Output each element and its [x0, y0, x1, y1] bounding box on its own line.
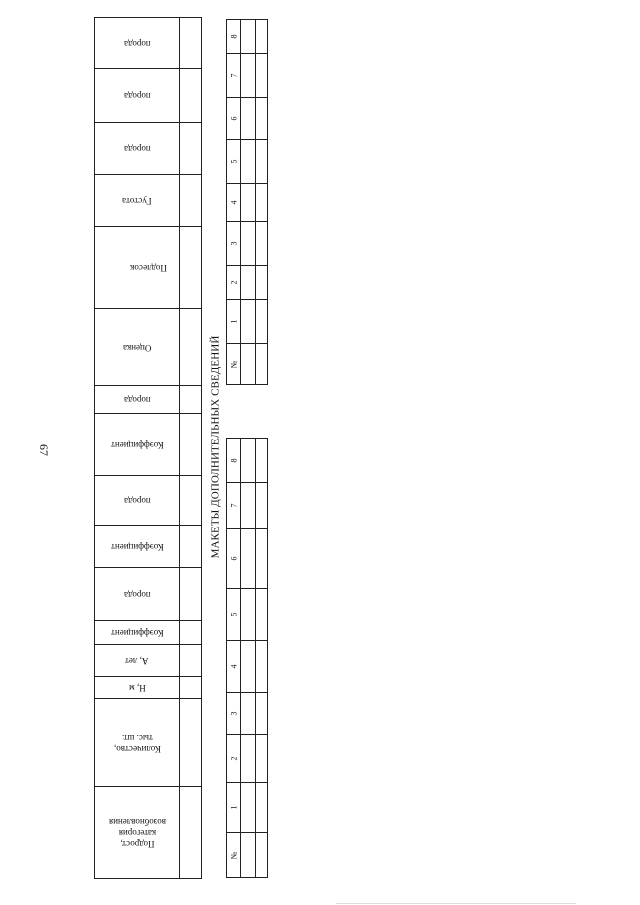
column-number: 7 [227, 54, 241, 97]
table-row-koefficient-1 [95, 414, 201, 476]
header-cell: Оценка [122, 342, 152, 353]
table-row-poroda-6 [95, 568, 201, 621]
small-form-table-bottom [226, 438, 268, 878]
table-row-age [95, 645, 201, 677]
table-column [227, 589, 267, 641]
table-column [227, 20, 267, 54]
small-form-table-top [226, 19, 268, 385]
table-row-gustota [95, 175, 201, 227]
header-cell: Подрост, категория возобновления [108, 817, 166, 849]
column-number: 8 [227, 20, 241, 53]
header-cell: Коэффициент [110, 542, 164, 552]
table-row-koefficient-2 [95, 526, 201, 568]
page-number: 67 [37, 444, 51, 456]
table-column [227, 300, 267, 344]
header-cell: порода [123, 395, 151, 405]
table-row-poroda-3 [95, 123, 201, 175]
header-cell: А, лет [125, 656, 149, 666]
table-column [227, 529, 267, 589]
header-cell: порода [123, 91, 151, 101]
header-cell: Подлесок [129, 263, 167, 273]
column-number: 1 [227, 783, 241, 832]
table-row-podlesok [95, 227, 201, 309]
table-row-poroda-5 [95, 476, 201, 526]
column-number: № [227, 344, 241, 384]
header-cell: порода [123, 589, 151, 600]
column-number: 5 [227, 589, 241, 640]
table-column [227, 641, 267, 693]
column-number: 1 [227, 300, 241, 343]
table-column [227, 140, 267, 184]
header-cell: порода [123, 38, 151, 49]
table-row-podrost [95, 787, 201, 878]
header-cell: Н, м [128, 683, 146, 693]
column-number: 8 [227, 439, 241, 482]
header-cell: порода [123, 144, 151, 154]
table-row-poroda-2 [95, 69, 201, 123]
table-column [227, 735, 267, 783]
column-number: 5 [227, 140, 241, 183]
table-column [227, 222, 267, 266]
column-number: 3 [227, 693, 241, 734]
column-number: 2 [227, 735, 241, 782]
column-number: 4 [227, 641, 241, 692]
header-cell: Количество, тыс. шт. [113, 732, 161, 754]
column-number: 6 [227, 529, 241, 588]
header-cell: порода [123, 496, 151, 506]
table-column [227, 184, 267, 222]
table-column [227, 783, 267, 833]
table-column [227, 833, 267, 877]
column-number: № [227, 833, 241, 877]
table-row-height [95, 677, 201, 699]
column-number: 4 [227, 184, 241, 221]
table-column [227, 344, 267, 384]
table-column [227, 483, 267, 529]
main-form-table [94, 17, 202, 879]
table-column [227, 266, 267, 300]
column-number: 3 [227, 222, 241, 265]
header-cell: Коэффициент [110, 628, 164, 638]
table-row-kolichestvo [95, 699, 201, 787]
scan-edge-line [336, 903, 576, 904]
header-cell: Коэффициент [110, 440, 164, 450]
table-column [227, 98, 267, 140]
table-column [227, 439, 267, 483]
section-title: МАКЕТЫ ДОПОЛНИТЕЛЬНЫХ СВЕДЕНИЙ [209, 335, 222, 559]
table-row-poroda-1 [95, 18, 201, 69]
column-number: 7 [227, 483, 241, 528]
column-number: 2 [227, 266, 241, 299]
column-number: 6 [227, 98, 241, 139]
table-row-poroda-4 [95, 386, 201, 414]
table-column [227, 54, 267, 98]
table-row-ocenka [95, 309, 201, 386]
table-row-koefficient-3 [95, 621, 201, 645]
table-column [227, 693, 267, 735]
header-cell: Густота [122, 196, 152, 206]
